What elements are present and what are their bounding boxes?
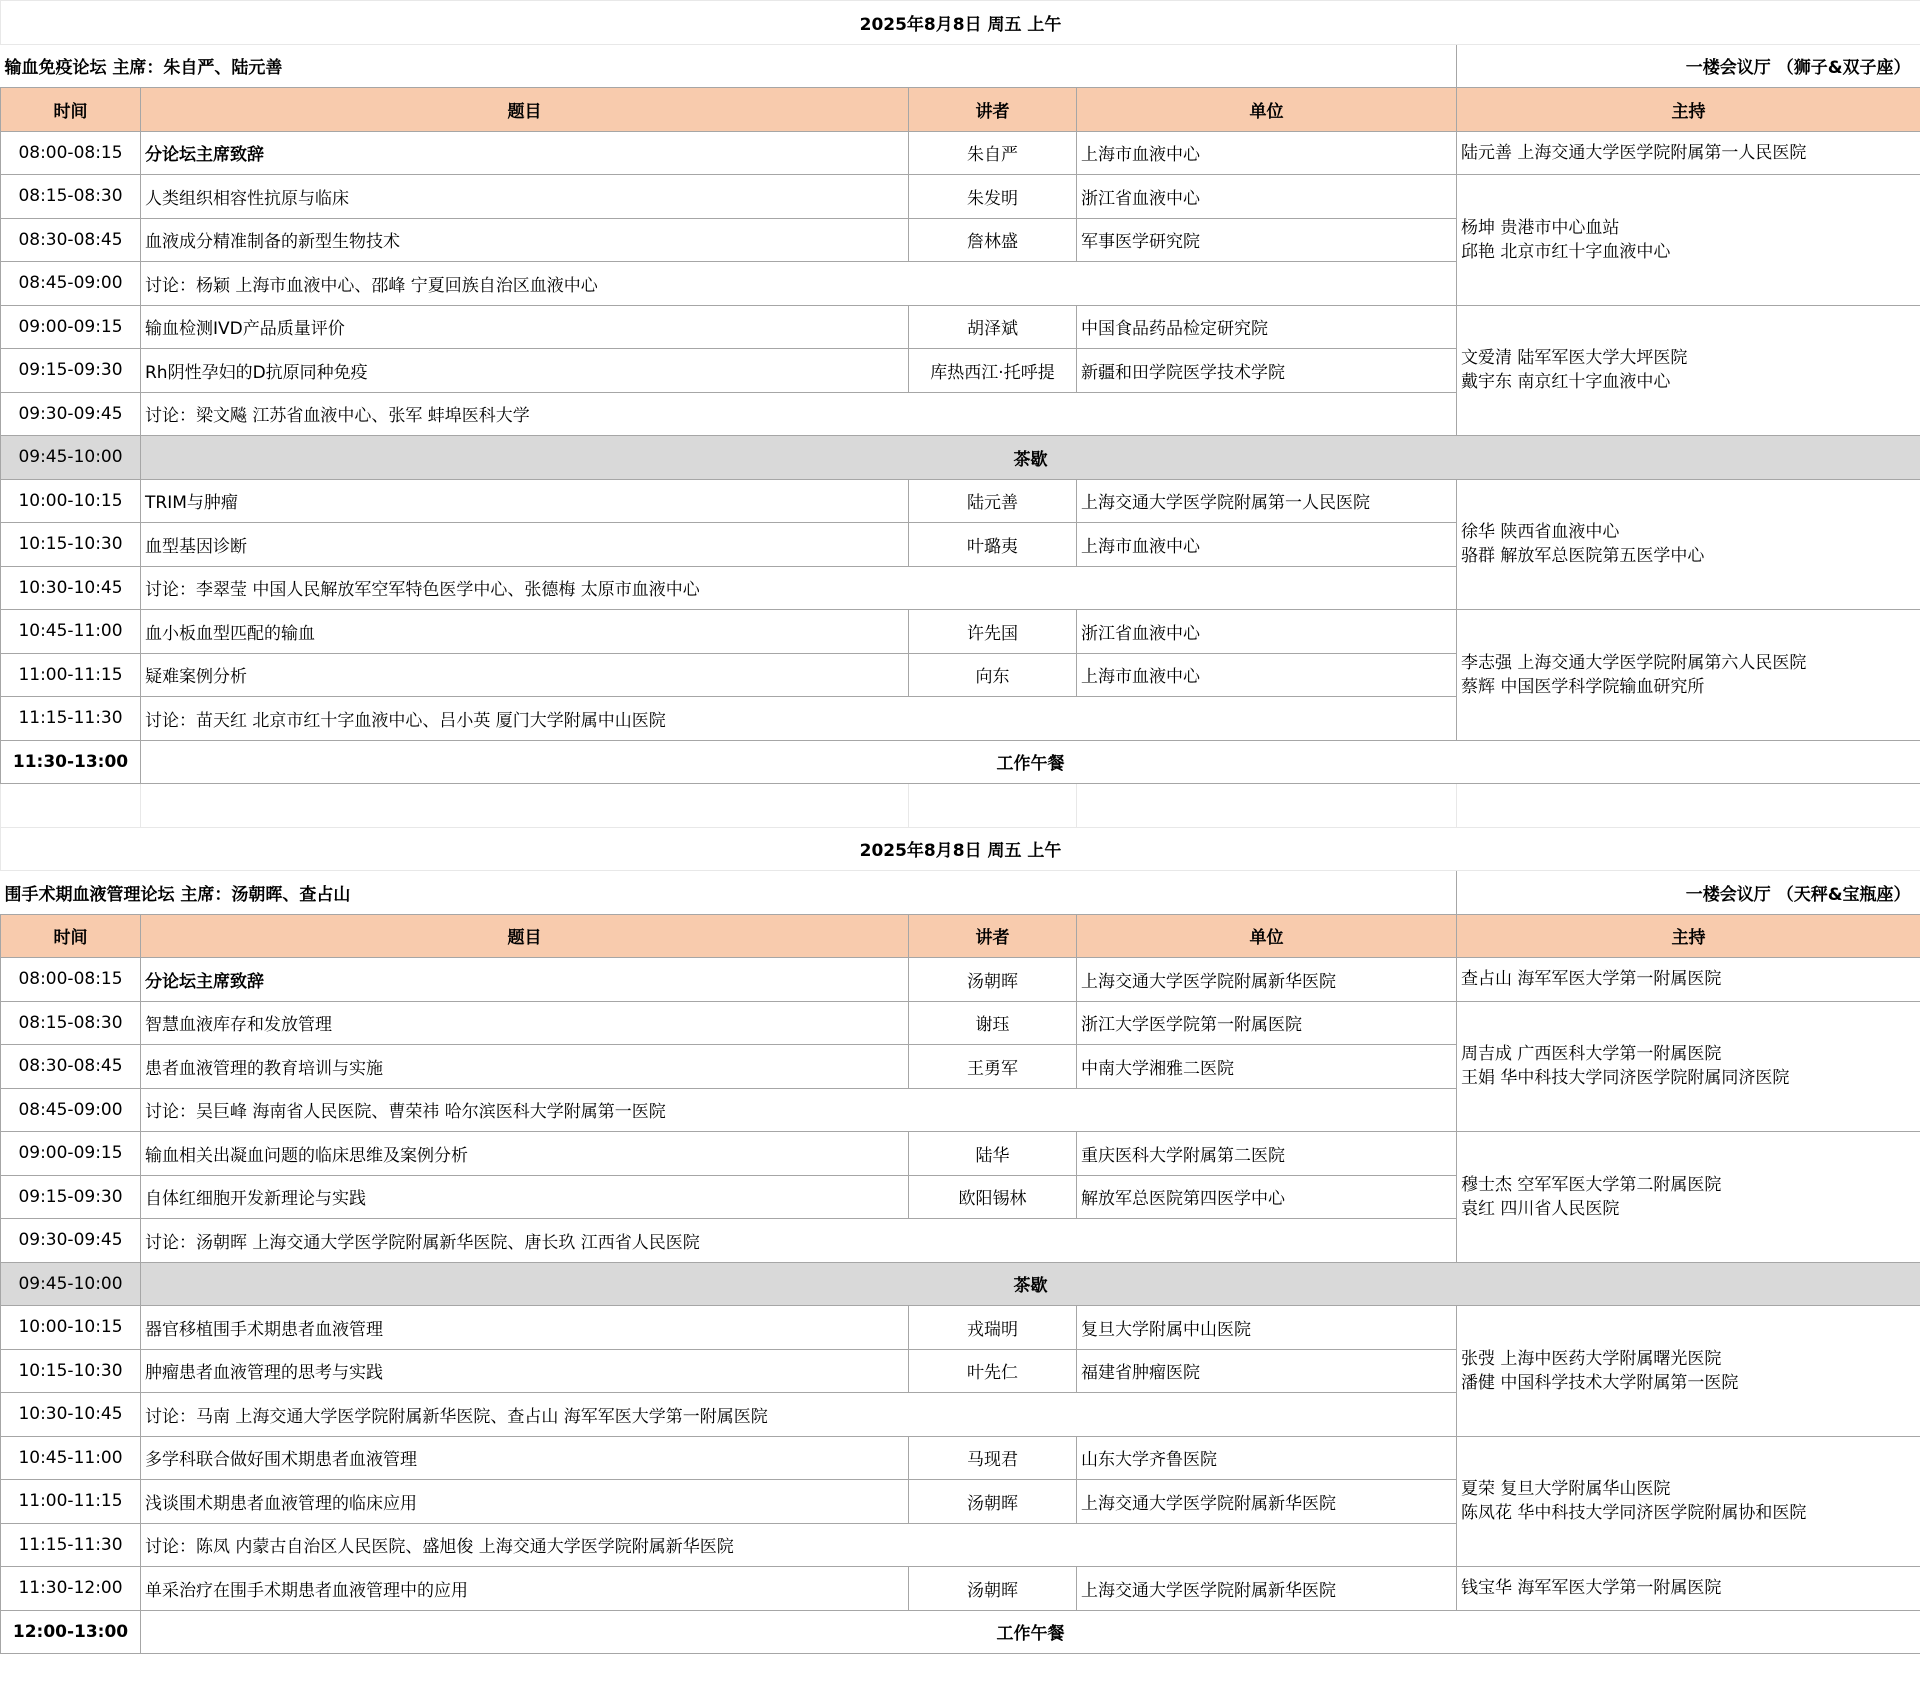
host-line: 查占山 海军军医大学第一附属医院 <box>1461 969 1722 990</box>
time-cell: 08:00-08:15 <box>1 958 141 1002</box>
host-cell <box>1457 131 1920 175</box>
header-time: 时间 <box>1 914 141 958</box>
org-cell: 福建省肿瘤医院 <box>1077 1349 1457 1393</box>
time-cell: 11:15-11:30 <box>1 697 141 741</box>
header-host: 主持 <box>1457 914 1920 958</box>
time-cell: 10:00-10:15 <box>1 1306 141 1350</box>
time-cell: 08:30-08:45 <box>1 218 141 262</box>
header-speaker: 讲者 <box>909 88 1077 132</box>
speaker-cell: 陆华 <box>909 1132 1077 1176</box>
topic-cell: 人类组织相容性抗原与临床 <box>141 175 909 219</box>
speaker-cell: 叶先仁 <box>909 1349 1077 1393</box>
topic-cell: 分论坛主席致辞 <box>141 131 909 175</box>
host-cell <box>1457 1132 1920 1263</box>
header-org: 单位 <box>1077 914 1457 958</box>
time-cell: 10:15-10:30 <box>1 523 141 567</box>
speaker-cell: 马现君 <box>909 1436 1077 1480</box>
time-cell: 10:15-10:30 <box>1 1349 141 1393</box>
host-line: 骆群 解放军总医院第五医学中心 <box>1461 546 1705 567</box>
org-cell: 重庆医科大学附属第二医院 <box>1077 1132 1457 1176</box>
lunch-row <box>1 740 1920 784</box>
table-row <box>1 479 1920 523</box>
org-cell: 新疆和田学院医学技术学院 <box>1077 349 1457 393</box>
speaker-cell: 詹林盛 <box>909 218 1077 262</box>
time-cell: 08:30-08:45 <box>1 1045 141 1089</box>
discussion-cell: 讨论：陈凤 内蒙古自治区人民医院、盛旭俊 上海交通大学医学院附属新华医院 <box>141 1523 1457 1567</box>
host-line: 袁红 四川省人民医院 <box>1461 1198 1620 1219</box>
time-cell: 09:15-09:30 <box>1 1175 141 1219</box>
host-line: 张弢 上海中医药大学附属曙光医院 <box>1461 1348 1722 1369</box>
table-row <box>1 1306 1920 1350</box>
discussion-cell: 讨论：杨颖 上海市血液中心、邵峰 宁夏回族自治区血液中心 <box>141 262 1457 306</box>
host-line: 李志强 上海交通大学医学院附属第六人民医院 <box>1461 652 1807 673</box>
table-row <box>1 958 1920 1002</box>
org-cell: 上海市血液中心 <box>1077 523 1457 567</box>
session-date: 2025年8月8日 周五 上午 <box>1 1 1920 45</box>
org-cell: 山东大学齐鲁医院 <box>1077 1436 1457 1480</box>
org-cell: 中南大学湘雅二医院 <box>1077 1045 1457 1089</box>
org-cell: 解放军总医院第四医学中心 <box>1077 1175 1457 1219</box>
table-row <box>1 1436 1920 1480</box>
topic-cell: 自体红细胞开发新理论与实践 <box>141 1175 909 1219</box>
speaker-cell: 谢珏 <box>909 1001 1077 1045</box>
time-cell: 11:30-13:00 <box>1 740 141 784</box>
table-row <box>1 305 1920 349</box>
table-row <box>1 1001 1920 1045</box>
topic-cell: TRIM与肿瘤 <box>141 479 909 523</box>
speaker-cell: 汤朝晖 <box>909 1480 1077 1524</box>
topic-cell: 血液成分精准制备的新型生物技术 <box>141 218 909 262</box>
discussion-cell: 讨论：梁文飚 江苏省血液中心、张军 蚌埠医科大学 <box>141 392 1457 436</box>
host-cell <box>1457 1001 1920 1132</box>
table-row <box>1 610 1920 654</box>
discussion-cell: 讨论：苗天红 北京市红十字血液中心、吕小英 厦门大学附属中山医院 <box>141 697 1457 741</box>
speaker-cell: 王勇军 <box>909 1045 1077 1089</box>
time-cell: 09:00-09:15 <box>1 305 141 349</box>
speaker-cell: 胡泽斌 <box>909 305 1077 349</box>
topic-cell: 分论坛主席致辞 <box>141 958 909 1002</box>
break-row <box>1 1262 1920 1306</box>
org-cell: 上海交通大学医学院附属第一人民医院 <box>1077 479 1457 523</box>
header-topic: 题目 <box>141 914 909 958</box>
host-line: 夏荣 复旦大学附属华山医院 <box>1461 1479 1671 1500</box>
time-cell: 11:15-11:30 <box>1 1523 141 1567</box>
time-cell: 10:45-11:00 <box>1 610 141 654</box>
org-cell: 上海交通大学医学院附属新华医院 <box>1077 1567 1457 1611</box>
host-cell <box>1457 610 1920 741</box>
org-cell: 浙江大学医学院第一附属医院 <box>1077 1001 1457 1045</box>
time-cell: 09:30-09:45 <box>1 392 141 436</box>
topic-cell: 输血相关出凝血问题的临床思维及案例分析 <box>141 1132 909 1176</box>
lunch-row <box>1 1610 1920 1654</box>
time-cell: 12:00-13:00 <box>1 1610 141 1654</box>
topic-cell: 器官移植围手术期患者血液管理 <box>141 1306 909 1350</box>
spacer-row <box>1 784 1920 828</box>
header-time: 时间 <box>1 88 141 132</box>
room-name: 一楼会议厅 （天秤&宝瓶座） <box>1457 871 1920 915</box>
discussion-cell: 讨论：马南 上海交通大学医学院附属新华医院、查占山 海军军医大学第一附属医院 <box>141 1393 1457 1437</box>
host-line: 陈凤花 华中科技大学同济医学院附属协和医院 <box>1461 1503 1807 1524</box>
host-cell <box>1457 479 1920 610</box>
session-date: 2025年8月8日 周五 上午 <box>1 827 1920 871</box>
time-cell: 09:00-09:15 <box>1 1132 141 1176</box>
host-line: 潘健 中国科学技术大学附属第一医院 <box>1461 1372 1739 1393</box>
topic-cell: 血型基因诊断 <box>141 523 909 567</box>
time-cell: 09:45-10:00 <box>1 436 141 480</box>
time-cell: 11:30-12:00 <box>1 1567 141 1611</box>
host-line: 文爱清 陆军军医大学大坪医院 <box>1461 348 1688 369</box>
host-cell <box>1457 175 1920 306</box>
time-cell: 10:00-10:15 <box>1 479 141 523</box>
speaker-cell: 许先国 <box>909 610 1077 654</box>
host-line: 陆元善 上海交通大学医学院附属第一人民医院 <box>1461 142 1807 163</box>
org-cell: 复旦大学附属中山医院 <box>1077 1306 1457 1350</box>
topic-cell: 患者血液管理的教育培训与实施 <box>141 1045 909 1089</box>
time-cell: 08:15-08:30 <box>1 1001 141 1045</box>
org-cell: 上海市血液中心 <box>1077 131 1457 175</box>
table-row <box>1 1132 1920 1176</box>
speaker-cell: 汤朝晖 <box>909 1567 1077 1611</box>
org-cell: 上海交通大学医学院附属新华医院 <box>1077 1480 1457 1524</box>
time-cell: 08:15-08:30 <box>1 175 141 219</box>
topic-cell: 肿瘤患者血液管理的思考与实践 <box>141 1349 909 1393</box>
org-cell: 军事医学研究院 <box>1077 218 1457 262</box>
lunch-cell: 工作午餐 <box>141 1610 1920 1654</box>
break-row <box>1 436 1920 480</box>
org-cell: 上海市血液中心 <box>1077 653 1457 697</box>
header-topic: 题目 <box>141 88 909 132</box>
host-line: 蔡辉 中国医学科学院输血研究所 <box>1461 676 1705 697</box>
time-cell: 08:45-09:00 <box>1 262 141 306</box>
time-cell: 09:15-09:30 <box>1 349 141 393</box>
host-cell <box>1457 1436 1920 1567</box>
time-cell: 08:45-09:00 <box>1 1088 141 1132</box>
table-row <box>1 175 1920 219</box>
speaker-cell: 汤朝晖 <box>909 958 1077 1002</box>
host-line: 杨坤 贵港市中心血站 <box>1461 217 1620 238</box>
table-row <box>1 1567 1920 1611</box>
header-host: 主持 <box>1457 88 1920 132</box>
forum-title: 输血免疫论坛 主席：朱自严、陆元善 <box>1 44 1457 88</box>
org-cell: 上海交通大学医学院附属新华医院 <box>1077 958 1457 1002</box>
speaker-cell: 库热西江·托呼提 <box>909 349 1077 393</box>
discussion-cell: 讨论：李翠莹 中国人民解放军空军特色医学中心、张德梅 太原市血液中心 <box>141 566 1457 610</box>
discussion-cell: 讨论：吴巨峰 海南省人民医院、曹荣祎 哈尔滨医科大学附属第一医院 <box>141 1088 1457 1132</box>
topic-cell: 智慧血液库存和发放管理 <box>141 1001 909 1045</box>
time-cell: 10:30-10:45 <box>1 1393 141 1437</box>
time-cell: 11:00-11:15 <box>1 1480 141 1524</box>
topic-cell: 疑难案例分析 <box>141 653 909 697</box>
time-cell: 11:00-11:15 <box>1 653 141 697</box>
topic-cell: Rh阴性孕妇的D抗原同种免疫 <box>141 349 909 393</box>
host-cell <box>1457 1567 1920 1611</box>
topic-cell: 输血检测IVD产品质量评价 <box>141 305 909 349</box>
time-cell: 10:45-11:00 <box>1 1436 141 1480</box>
topic-cell: 多学科联合做好围术期患者血液管理 <box>141 1436 909 1480</box>
header-org: 单位 <box>1077 88 1457 132</box>
speaker-cell: 向东 <box>909 653 1077 697</box>
table-row <box>1 131 1920 175</box>
speaker-cell: 戎瑞明 <box>909 1306 1077 1350</box>
time-cell: 09:30-09:45 <box>1 1219 141 1263</box>
time-cell: 09:45-10:00 <box>1 1262 141 1306</box>
lunch-cell: 工作午餐 <box>141 740 1920 784</box>
break-cell: 茶歇 <box>141 436 1920 480</box>
host-line: 王娟 华中科技大学同济医学院附属同济医院 <box>1461 1068 1790 1089</box>
speaker-cell: 叶璐夷 <box>909 523 1077 567</box>
time-cell: 08:00-08:15 <box>1 131 141 175</box>
topic-cell: 单采治疗在围手术期患者血液管理中的应用 <box>141 1567 909 1611</box>
org-cell: 浙江省血液中心 <box>1077 610 1457 654</box>
break-cell: 茶歇 <box>141 1262 1920 1306</box>
speaker-cell: 朱自严 <box>909 131 1077 175</box>
host-line: 周吉成 广西医科大学第一附属医院 <box>1461 1044 1722 1065</box>
speaker-cell: 陆元善 <box>909 479 1077 523</box>
org-cell: 浙江省血液中心 <box>1077 175 1457 219</box>
host-line: 徐华 陕西省血液中心 <box>1461 522 1620 543</box>
speaker-cell: 欧阳锡林 <box>909 1175 1077 1219</box>
host-line: 戴宇东 南京红十字血液中心 <box>1461 372 1671 393</box>
header-speaker: 讲者 <box>909 914 1077 958</box>
time-cell: 10:30-10:45 <box>1 566 141 610</box>
discussion-cell: 讨论：汤朝晖 上海交通大学医学院附属新华医院、唐长玖 江西省人民医院 <box>141 1219 1457 1263</box>
host-cell <box>1457 1306 1920 1437</box>
room-name: 一楼会议厅 （狮子&双子座） <box>1457 44 1920 88</box>
host-line: 邱艳 北京市红十字血液中心 <box>1461 241 1671 262</box>
speaker-cell: 朱发明 <box>909 175 1077 219</box>
org-cell: 中国食品药品检定研究院 <box>1077 305 1457 349</box>
forum-title: 围手术期血液管理论坛 主席：汤朝晖、查占山 <box>1 871 1457 915</box>
topic-cell: 血小板血型匹配的输血 <box>141 610 909 654</box>
host-line: 穆士杰 空军军医大学第二附属医院 <box>1461 1174 1722 1195</box>
host-line: 钱宝华 海军军医大学第一附属医院 <box>1461 1578 1722 1599</box>
host-cell <box>1457 958 1920 1002</box>
host-cell <box>1457 305 1920 436</box>
topic-cell: 浅谈围术期患者血液管理的临床应用 <box>141 1480 909 1524</box>
